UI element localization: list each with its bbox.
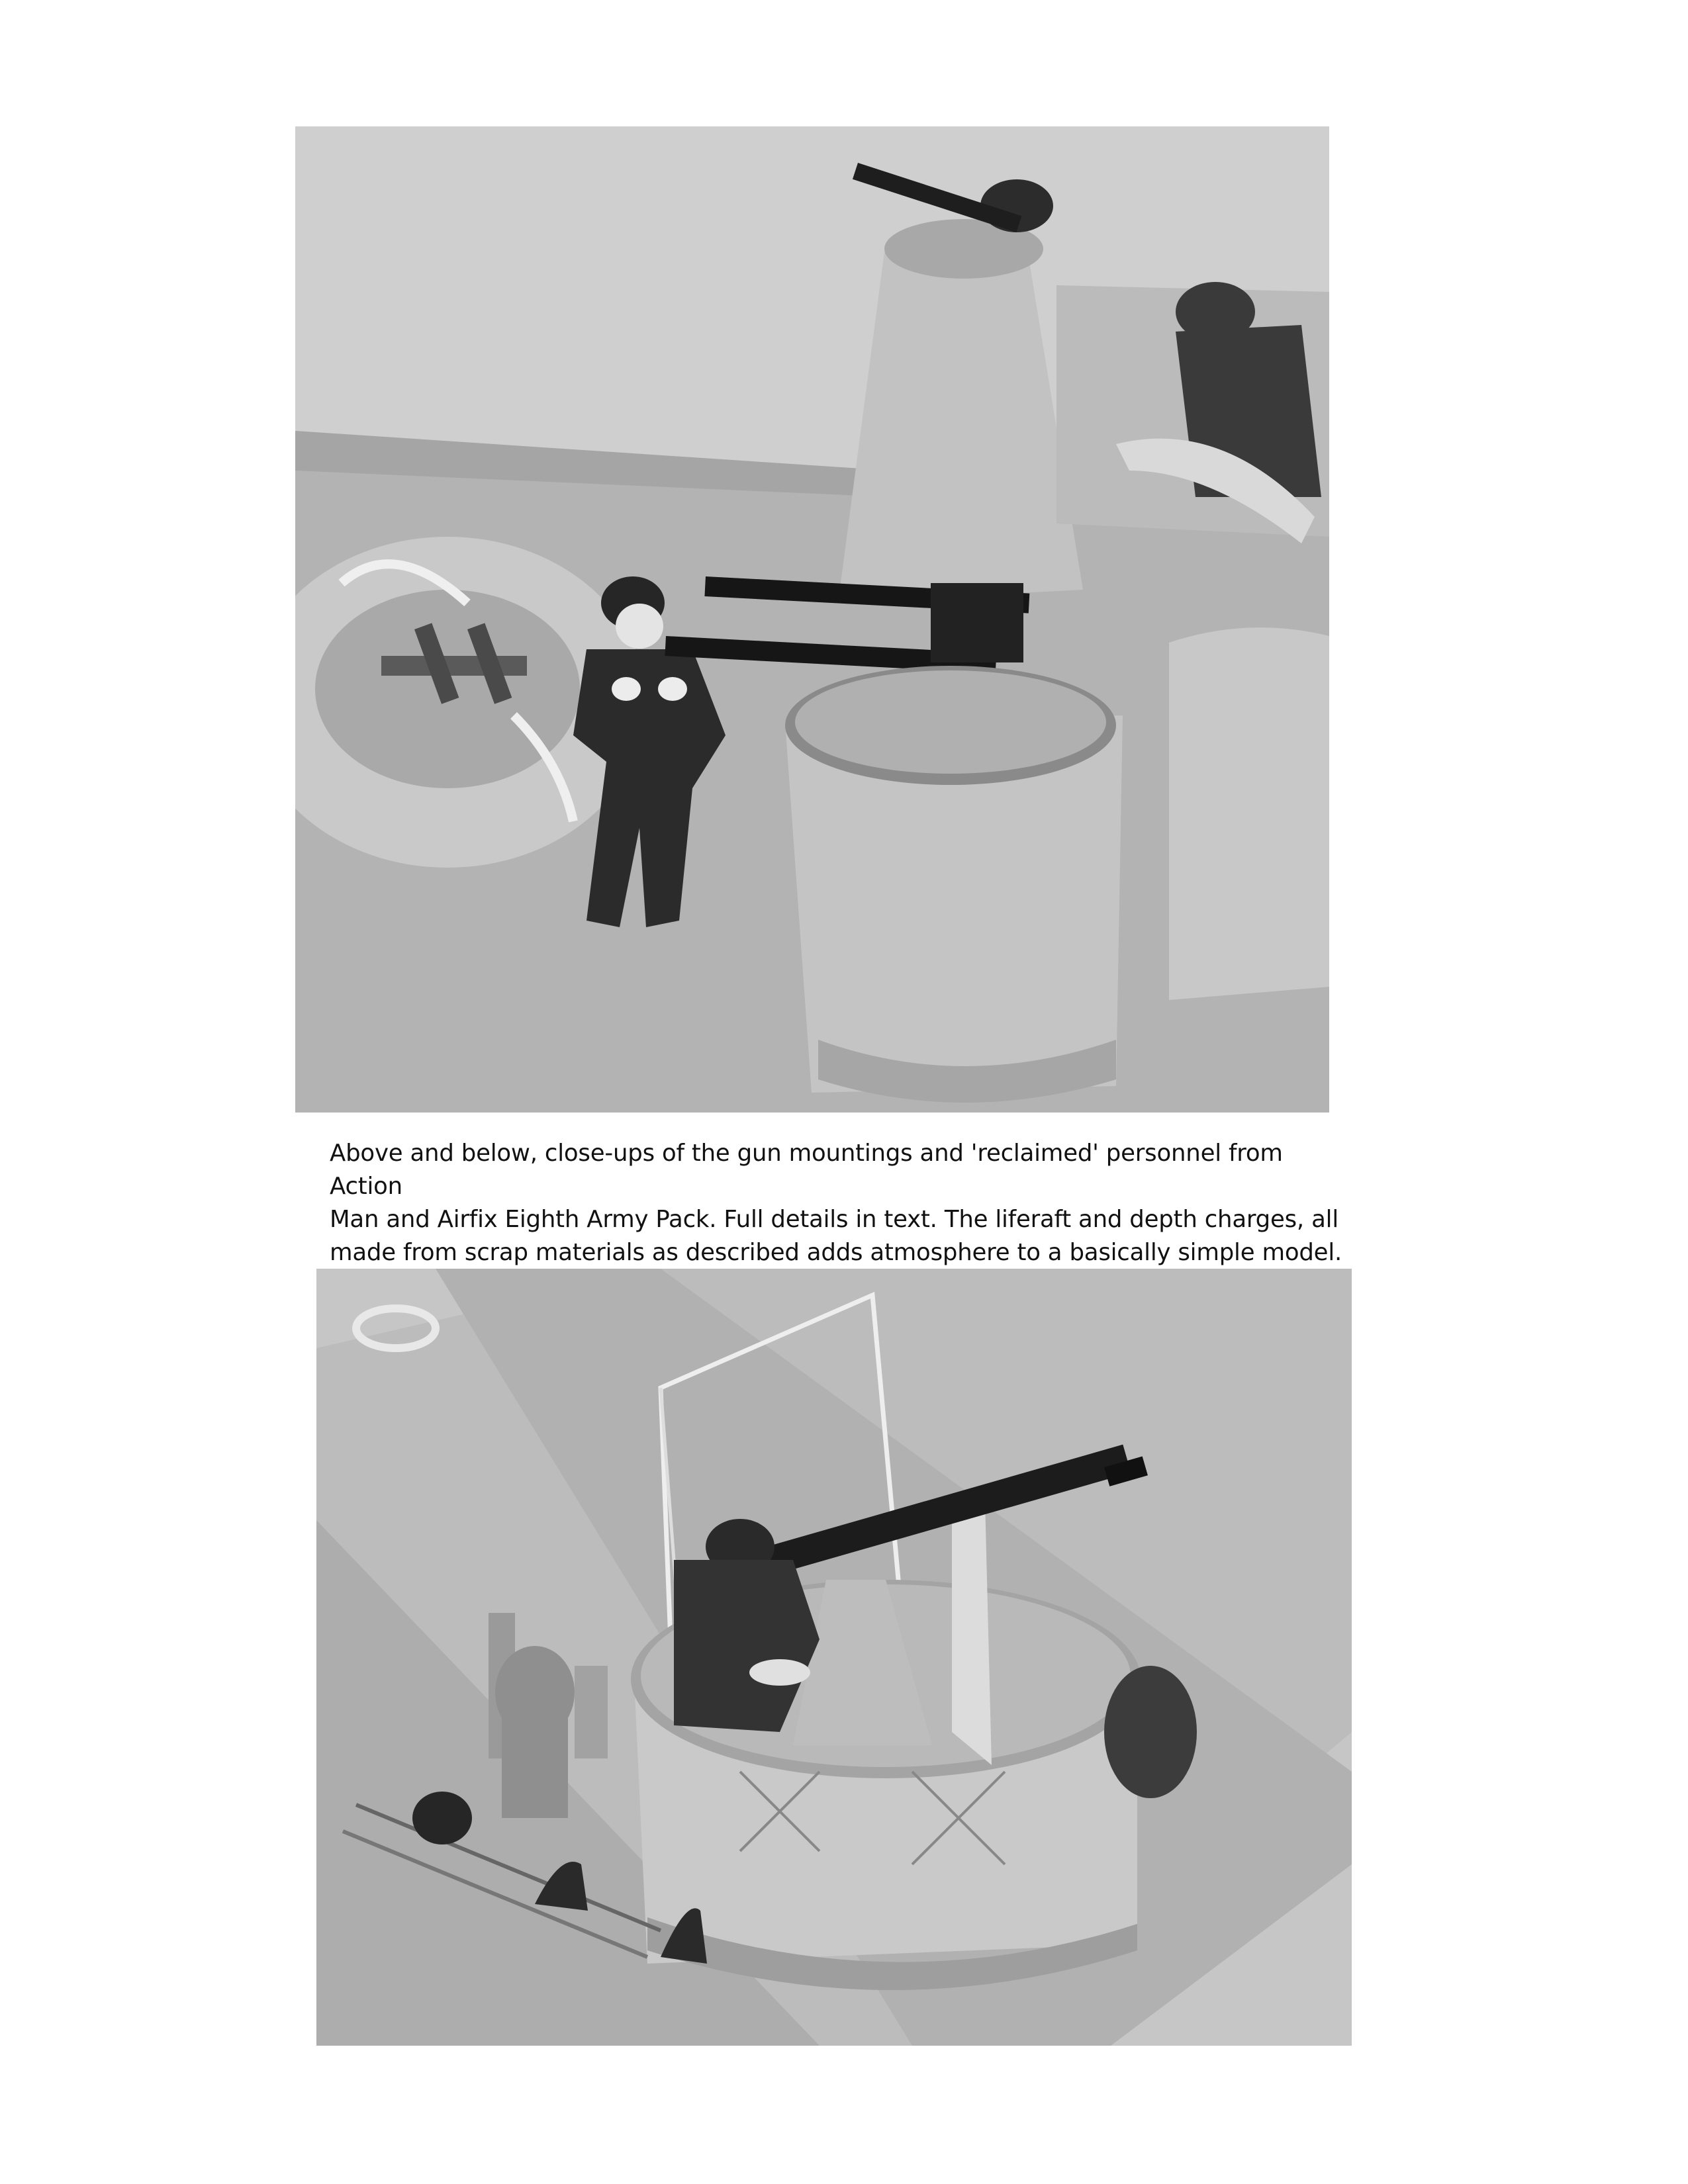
photo-single-gun-tub-image	[316, 1269, 1352, 2046]
photo-twin-gun-mounting	[295, 126, 1329, 1113]
photo-single-gun-tub	[316, 1269, 1352, 2046]
caption-line-2: Man and Airfix Eighth Army Pack. Full details in text. The liferaft and depth charges, all	[330, 1206, 1338, 1233]
caption-line-1: Above and below, close-ups of the gun mountings and 'reclaimed' personnel from Action	[330, 1140, 1283, 1200]
photo-twin-gun-mounting-image	[295, 126, 1329, 1113]
photo-caption	[330, 1137, 1362, 1269]
caption-line-3: made from scrap materials as described adds atmosphere to a basically simple model.	[330, 1239, 1342, 1266]
